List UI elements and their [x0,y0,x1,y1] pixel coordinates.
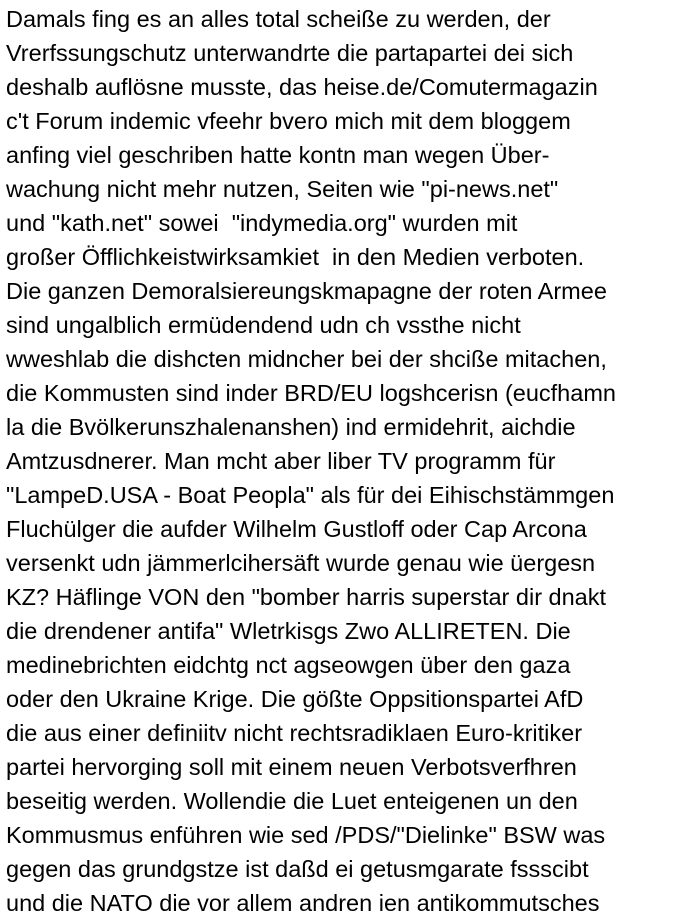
text-line: "LampeD.USA - Boat Peopla" als für dei Eihischstämmgen [6,482,615,508]
text-line: Die ganzen Demoralsiereungskmapagne der roten Armee [6,278,607,304]
text-line: die aus einer definiitv nicht rechtsradiklaen Euro-kritiker [6,720,583,746]
text-line: anfing viel geschriben hatte kontn man wegen Über- [6,142,550,168]
text-line: la die Bvölkerunszhalenanshen) ind ermidehrit, aichdie [6,414,576,440]
text-line: großer Öfflichkeistwirksamkiet in den Medien verboten. [6,244,585,270]
text-line: Vrerfssungschutz unterwandrte die partapartei dei sich [6,40,574,66]
text-line: Kommusmus enführen wie sed /PDS/"Dielinke" BSW was [6,822,606,848]
document-body [6,2,684,920]
text-line: und "kath.net" sowei "indymedia.org" wurden mit [6,210,518,236]
text-line: wachung nicht mehr nutzen, Seiten wie "pi-news.net" [6,176,559,202]
text-line: beseitig werden. Wollendie die Luet enteigenen un den [6,788,578,814]
text-line: oder den Ukraine Krige. Die gößte Oppsitionspartei AfD [6,686,584,712]
text-line: c't Forum indemic vfeehr bvero mich mit dem bloggem [6,108,571,134]
text-line: und die NATO die vor allem andren ien antikommutsches [6,890,600,916]
text-line: KZ? Häflinge VON den "bomber harris superstar dir dnakt [6,584,607,610]
text-line: Fluchülger die aufder Wilhelm Gustloff oder Cap Arcona [6,516,587,542]
text-line: gegen das grundgstze ist daßd ei getusmgarate fssscibt [6,856,589,882]
text-line: wweshlab die dishcten midncher bei der shcißе mitachen, [6,346,607,372]
text-line: medinebrichten eidchtg nct agseowgen über den gaza [6,652,571,678]
text-line: die Kommusten sind inder BRD/EU logshcerisn (eucfhamn [6,380,616,406]
text-line: die drendener antifa" Wletrkisgs Zwo ALLIRETEN. Die [6,618,571,644]
text-line: Amtzusdnerer. Man mcht aber liber TV programm für [6,448,556,474]
text-line: partei hervorging soll mit einem neuen Verbotsverfhren [6,754,577,780]
text-line: Damals fing es an alles total scheiße zu werden, der [6,6,551,32]
text-line: versenkt udn jämmerlcihersäft wurde genau wie üergesn [6,550,596,576]
text-line: sind ungalblich ermüdendend udn ch vssthe nicht [6,312,521,338]
text-line: deshalb auflösne musste, das heise.de/Comutermagazin [6,74,598,100]
